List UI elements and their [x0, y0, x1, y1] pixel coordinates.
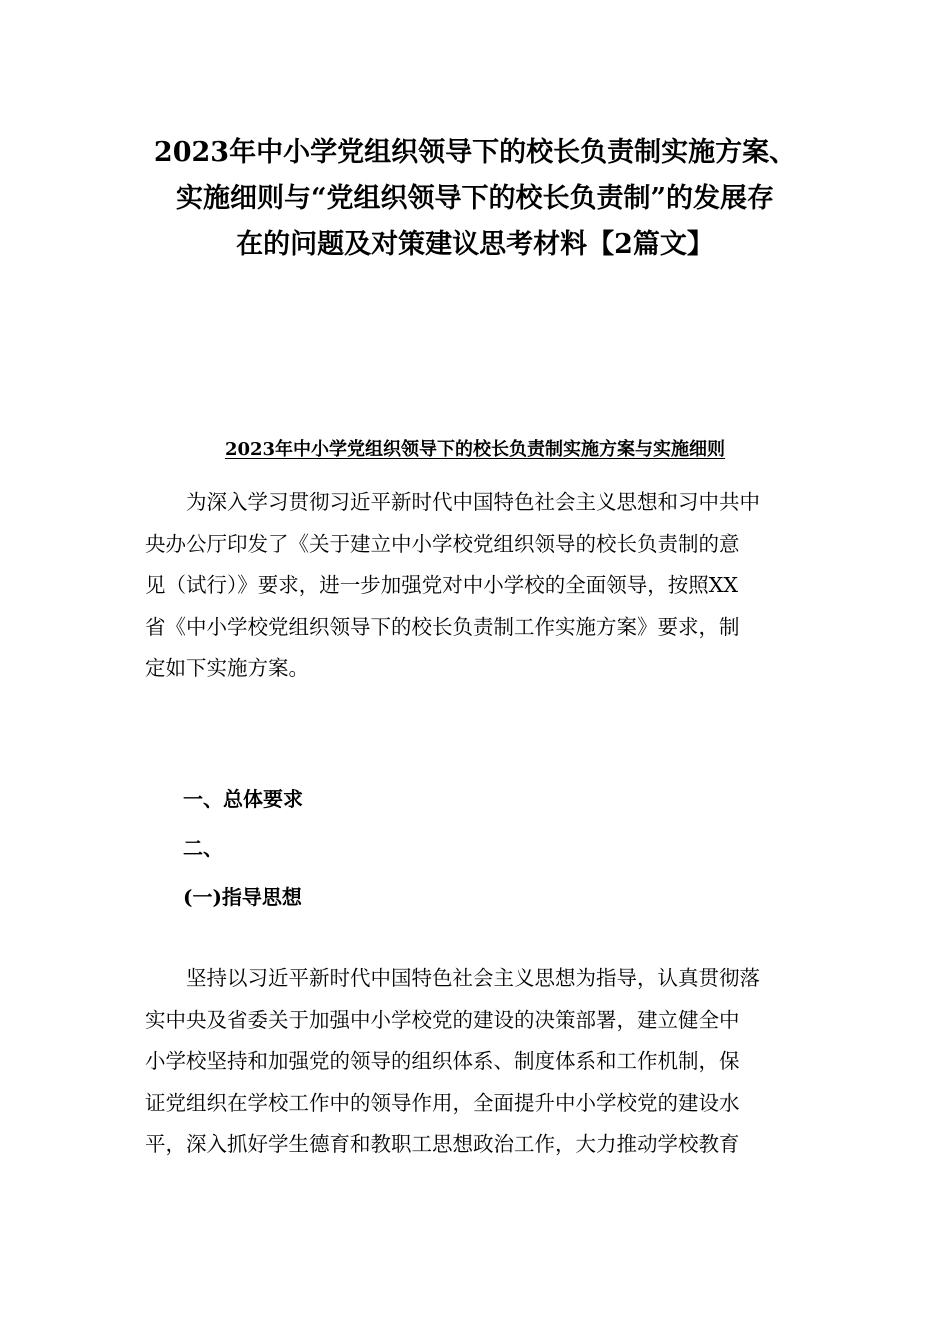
paragraph-line: 见（试行）》要求，进一步加强党对中小学校的全面领导，按照XX [145, 573, 738, 597]
paragraph-line: 省《中小学校党组织领导下的校长负责制工作实施方案》要求，制 [145, 614, 740, 639]
paragraph-line: 央办公厅印发了《关于建立中小学校党组织领导的校长负责制的意 [145, 531, 740, 556]
paragraph-line: 定如下实施方案。 [145, 656, 309, 680]
body-paragraph [145, 958, 805, 1166]
title-line: 实施细则与“党组织领导下的校长负责制”的发展存 [175, 183, 775, 214]
title-line: 2023年中小学党组织领导下的校长负责制实施方案、 [153, 137, 797, 168]
document-title [120, 130, 830, 268]
paragraph-line: 实中央及省委关于加强中小学校党的建设的决策部署，建立健全中 [145, 1007, 740, 1032]
section-heading-two: 二、 [183, 836, 223, 860]
paragraph-line: 小学校坚持和加强党的领导的组织体系、制度体系和工作机制，保 [145, 1049, 740, 1073]
section-subtitle: 2023年中小学党组织领导下的校长负责制实施方案与实施细则 [224, 439, 726, 460]
paragraph-line: 平，深入抓好学生德育和教职工思想政治工作，大力推动学校教育 [145, 1132, 740, 1156]
paragraph-line: 坚持以习近平新时代中国特色社会主义思想为指导，认真贯彻落 [186, 966, 760, 990]
title-line: 在的问题及对策建议思考材料【2篇文】 [236, 229, 714, 260]
paragraph-line: 证党组织在学校工作中的领导作用，全面提升中小学校党的建设水 [145, 1090, 740, 1115]
intro-paragraph [145, 482, 805, 690]
subsection-heading-guiding-thought: (一)指导思想 [183, 885, 302, 909]
paragraph-line: 为深入学习贯彻习近平新时代中国特色社会主义思想和习中共中 [186, 490, 760, 514]
section-heading-general-requirements: 一、总体要求 [183, 787, 303, 811]
